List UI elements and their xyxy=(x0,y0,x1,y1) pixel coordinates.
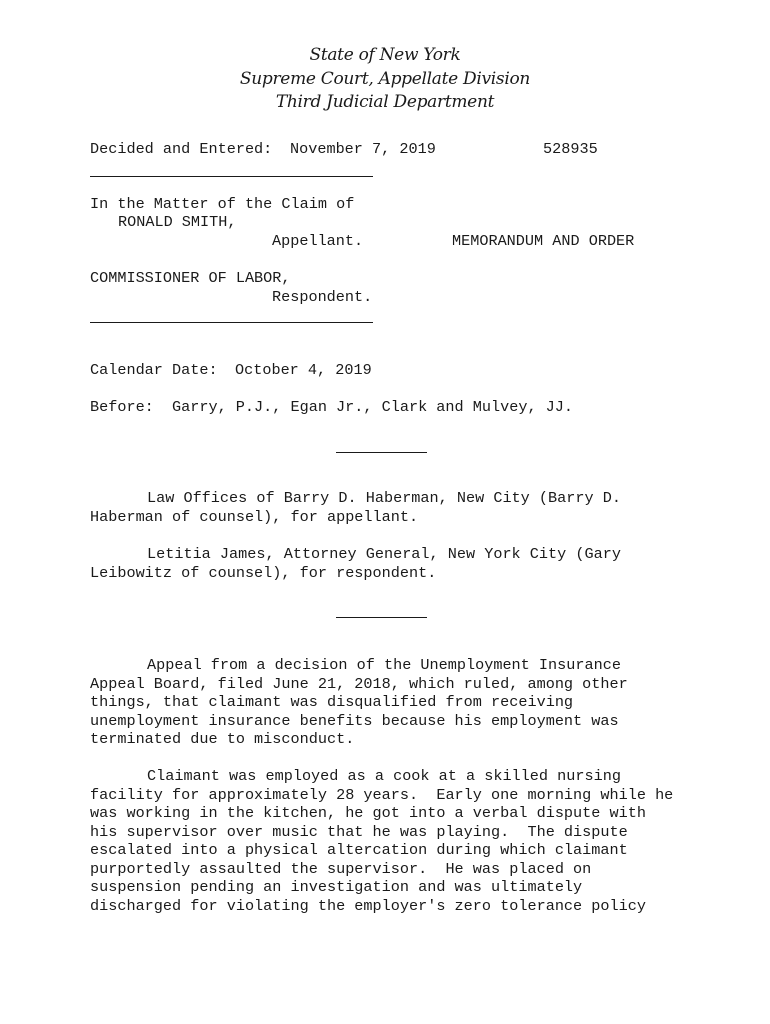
section-divider-1 xyxy=(336,452,427,453)
court-name: Supreme Court, Appellate Division xyxy=(239,68,531,89)
department-name: Third Judicial Department xyxy=(275,92,495,112)
counsel-respondent-line-2: Leibowitz of counsel), for respondent. xyxy=(90,564,437,582)
decided-date: November 7, 2019 xyxy=(290,140,436,158)
counsel-respondent-line-1: Letitia James, Attorney General, New York City (Gary xyxy=(147,545,621,563)
paragraph-2-line: discharged for violating the employer's zero tolerance policy xyxy=(90,897,646,915)
state-name: State of New York xyxy=(309,45,461,65)
decided-label: Decided and Entered: xyxy=(90,140,273,158)
calendar-date: October 4, 2019 xyxy=(235,361,372,379)
document-type: MEMORANDUM AND ORDER xyxy=(452,232,635,250)
paragraph-1-line: Appeal from a decision of the Unemployment Insurance xyxy=(147,656,621,674)
respondent-role: Respondent. xyxy=(272,288,373,306)
paragraph-2-line: Claimant was employed as a cook at a skilled nursing xyxy=(147,767,621,785)
court-header xyxy=(0,44,770,115)
paragraph-2-line: his supervisor over music that he was playing. The dispute xyxy=(90,823,628,841)
caption-top-rule xyxy=(90,176,373,177)
caption-matter-line: In the Matter of the Claim of xyxy=(90,195,355,213)
paragraph-2-line: suspension pending an investigation and was ultimately xyxy=(90,878,583,896)
paragraph-1-line: things, that claimant was disqualified from receiving xyxy=(90,693,574,711)
respondent-name: COMMISSIONER OF LABOR, xyxy=(90,269,291,287)
panel-label: Before: xyxy=(90,398,154,416)
calendar-label: Calendar Date: xyxy=(90,361,218,379)
paragraph-2-line: purportedly assaulted the supervisor. He was placed on xyxy=(90,860,592,878)
paragraph-2-line: escalated into a physical altercation during which claimant xyxy=(90,841,628,859)
docket-number: 528935 xyxy=(543,140,598,158)
claimant-name: RONALD SMITH, xyxy=(118,213,237,231)
panel-justices: Garry, P.J., Egan Jr., Clark and Mulvey, JJ. xyxy=(172,398,574,416)
paragraph-2-line: was working in the kitchen, he got into a verbal dispute with xyxy=(90,804,646,822)
paragraph-1-line: terminated due to misconduct. xyxy=(90,730,355,748)
counsel-appellant-line-2: Haberman of counsel), for appellant. xyxy=(90,508,419,526)
section-divider-2 xyxy=(336,617,427,618)
caption-bottom-rule xyxy=(90,322,373,323)
claimant-role: Appellant. xyxy=(272,232,364,250)
paragraph-2-line: facility for approximately 28 years. Early one morning while he xyxy=(90,786,674,804)
counsel-appellant-line-1: Law Offices of Barry D. Haberman, New City (Barry D. xyxy=(147,489,621,507)
paragraph-1-line: Appeal Board, filed June 21, 2018, which ruled, among other xyxy=(90,675,628,693)
paragraph-1-line: unemployment insurance benefits because his employment was xyxy=(90,712,619,730)
